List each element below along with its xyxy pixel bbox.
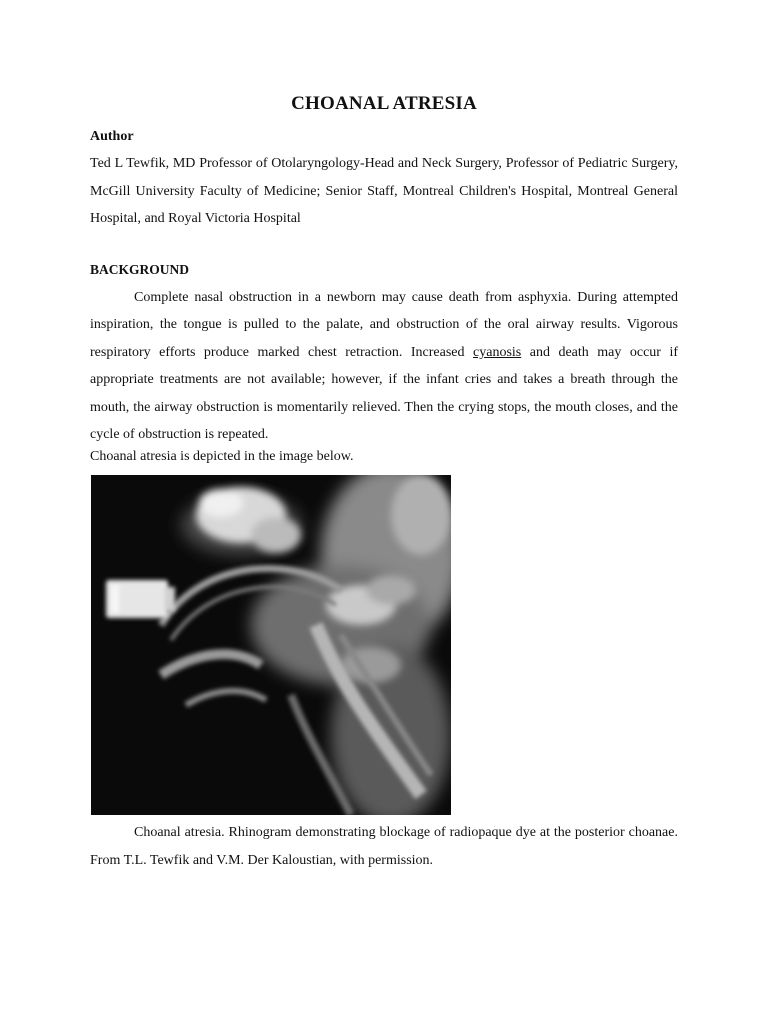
background-text-end: and death may occur if appropriate treatments are not available; however, if the infant cries and takes a breath through the mouth, the airway obstruction is momentarily relieved. Then the crying stops, the mouth closes, and the cycle of obstruction is repeated. [90,344,678,443]
background-heading: BACKGROUND [90,262,190,277]
author-heading: Author [90,129,134,144]
cyanosis-link[interactable]: cyanosis [473,344,522,360]
background-text-start: Complete nasal obstruction in a newborn may cause death from asphyxia. During attempted inspiration, the tongue is pulled to the palate, and obstruction of the oral airway results. Vigorous respiratory efforts produce marked chest retraction. Increased [90,290,678,360]
image-intro: Choanal atresia is depicted in the image below. [90,449,354,464]
document-title: CHOANAL ATRESIA [291,93,477,114]
image-caption: Choanal atresia. Rhinogram demonstrating blockage of radiopaque dye at the posterior choanae. From T.L. Tewfik and V.M. Der Kaloustian, with permission. [90,825,678,868]
author-text: Ted L Tewfik, MD Professor of Otolaryngology-Head and Neck Surgery, Professor of Pediatric Surgery, McGill University Faculty of Medicine; Senior Staff, Montreal Children's Hospital, Montreal General Hospital, and Royal Victoria Hospital [90,156,678,226]
rhinogram-xray-image [91,475,451,815]
background-paragraph [90,284,678,448]
